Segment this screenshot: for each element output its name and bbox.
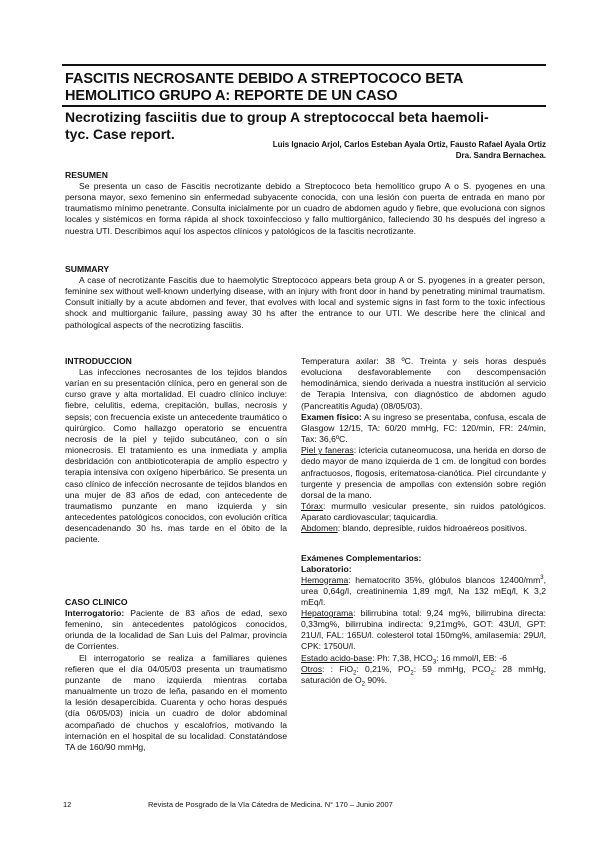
top-rule — [62, 64, 546, 66]
continued-paragraph: Temperatura axilar: 38 ºC. Treinta y seis horas después evoluciona desfavorablemente con descompensación hemodinámica, siendo derivada a nuestra institución al servicio de Terapia Intensiva, con diagnóstico de abdomen agudo (Pancreatitis Aguda) (08/05/03). — [301, 356, 546, 411]
laboratorio-label: Laboratorio: — [301, 563, 352, 574]
otros-subscript-4: 2 — [361, 681, 366, 688]
examen-fisico-text: A su ingreso se presentaba, confusa, escala de Glasgow 12/15, TA: 60/20 mmHg, FC: 120/min, FR: 24/min, Tax: 36,6ºC. — [301, 411, 547, 445]
examen-fisico-label: Examen físico: — [301, 411, 362, 422]
interrogatorio-text: Paciente de 83 años de edad, sexo femenino, sin antecedentes patológicos conocidos, oriunda de la localidad de San Luis del Palmar, provincia de Corrientes. — [65, 608, 287, 652]
right-column — [301, 356, 546, 686]
hemograma-paragraph — [301, 575, 546, 608]
introduccion-section — [65, 356, 287, 546]
article-subtitle — [65, 109, 545, 143]
resumen-section — [65, 170, 545, 237]
piel-label: Piel y faneras — [301, 445, 354, 456]
otros-text-5: 90%. — [365, 674, 387, 685]
summary-heading: SUMMARY — [65, 264, 110, 274]
journal-footer: Revista de Posgrado de la VIa Cátedra de Medicina. N° 170 – Junio 2007 — [148, 800, 393, 809]
hemograma-superscript: 3 — [540, 574, 544, 581]
column-spacer — [301, 535, 546, 553]
torax-text: : murmullo vesicular presente, sin ruidos patológicos. Aparato cardiovascular; taquicardia. — [301, 501, 546, 523]
introduccion-heading: INTRODUCCION — [65, 356, 132, 366]
title-line-1: FASCITIS NECROSANTE DEBIDO A STREPTOCOCO BETA — [65, 71, 464, 87]
torax-paragraph — [301, 501, 546, 523]
otros-subscript-2: 2 — [410, 670, 414, 677]
resumen-text: Se presenta un caso de Fascitis necrotizante debido a Streptococo beta hemolítico grupo A o S. pyogenes en una persona mayor, sexo femenino sin enfermedad subyacente conocida, con una lesión con puerta de entrada en mano por traumatismo mínimo penetrante. Consulta inicialmente por un cuadro de abdomen agudo y fiebre, que evoluciona con signos locales y sistémicos en forma rápida al shock toxoinfeccioso y fallo multiorgánico, falleciendo 30 hs después del ingreso a nuestra UTI. Describimos aquí los aspectos clínicos y patológicos de la fascitis necrotizante. — [65, 181, 545, 236]
acido-base-text-2: : 16 mmol/l, EB: -6 — [436, 652, 507, 663]
authors-line-1: Luis Ignacio Arjol, Carlos Esteban Ayala Ortiz, Fausto Rafael Ayala Ortiz — [272, 140, 546, 149]
article-title — [65, 71, 545, 105]
piel-paragraph — [301, 445, 546, 501]
hemograma-label: Hemograma — [301, 574, 349, 585]
otros-text-4: : 28 mmHg, saturación de O — [301, 663, 546, 685]
piel-text: : ictericia cutaneomucosa, una herida en dorso de dedo mayor de mano izquierda de 1 cm. de longitud con bordes anfractuosos, flogosis, eritematosa-cianótica. Piel circundante y turgente y presencia de ampollas con extensión sobre región dorsal de la mano. — [301, 445, 546, 500]
caso-clinico-heading: CASO CLINICO — [65, 597, 128, 607]
acido-base-paragraph — [301, 653, 546, 664]
acido-base-subscript: 3 — [432, 659, 437, 666]
interrogatorio-paragraph — [65, 608, 287, 653]
otros-text-2: : 0,21%, PO — [356, 663, 411, 674]
abdomen-paragraph — [301, 523, 546, 534]
examenes-heading: Exámenes Complementarios: — [301, 552, 422, 563]
otros-subscript-1: 2 — [353, 670, 357, 677]
hepatograma-text: : bilirrubina total: 9,24 mg%, bilirrubina directa: 0,33mg%, bilirrubina indirecta: 9,21mg%, GOT: 43U/l, GPT: 21U/l, FAL: 165U/l. colesterol total 150mg%, amilasemia: 29U/l, CPK: 1750U/l. — [301, 607, 546, 652]
author-list — [126, 140, 546, 161]
subtitle-line-1: Necrotizing fasciitis due to group A streptococcal beta haemoli- — [65, 109, 489, 125]
otros-subscript-3: 2 — [490, 670, 494, 677]
title-line-2: HEMOLITICO GRUPO A: REPORTE DE UN CASO — [65, 88, 398, 104]
title-rule — [62, 105, 546, 107]
abdomen-text: : blando, depresible, ruidos hidroaéreos positivos. — [337, 523, 527, 534]
hepatograma-label: Hepatograma — [301, 607, 354, 618]
torax-label: Tórax — [301, 501, 323, 512]
resumen-heading: RESUMEN — [65, 170, 108, 180]
hemograma-text-2: , urea 0,64g/l, creatininemia 1,89 mg/l, Na 132 mEq/l, K 3,2 mEq/l. — [301, 574, 546, 607]
interrogatorio-details: El interrogatorio se realiza a familiares quienes refieren que el día 04/05/03 presenta un traumatismo punzante de mano izquierda mientras cortaba manualmente un trozo de leña, pasando en el momento la lesión desapercibida. Cuarenta y ocho horas después (día 06/05/03) inicia un cuadro de dolor abdominal acompañado de chuchos y escalofríos, motivando la internación en el hospital de su localidad. Constatándose TA de 160/90 mmHg, — [65, 652, 287, 752]
summary-text: A case of necrotizante Fascitis due to haemolytic Streptococo appears beta group A or S. pyogenes in a greater person, feminine sex without well-known underlying disease, with an injury with front door in hand by penetrating minimal traumatism. Consult initially by a acute abdomen and fever, that evolves with local and systemic signs in fast form to the toxic infectious shock and multiorganic failure, passing away 30 hs after the entrance to our UTI. We describe here the clinical and pathological aspects of the necrotizing fasciitis. — [65, 275, 545, 330]
acido-base-text-1: : Ph: 7,38, HCO — [372, 652, 433, 663]
subtitle-line-2: tyc. Case report. — [65, 126, 175, 142]
hemograma-text-1: : hematocrito 35%, glóbulos blancos 12400/mm — [348, 574, 541, 585]
authors-line-2: Dra. Sandra Bernachea. — [455, 150, 546, 160]
abdomen-label: Abdomen — [301, 523, 338, 534]
page-number: 12 — [63, 800, 72, 809]
hepatograma-paragraph — [301, 608, 546, 653]
summary-section — [65, 264, 545, 331]
acido-base-label: Estado acido-base — [301, 652, 373, 663]
otros-text-3: : 59 mmHg, PCO — [413, 663, 491, 674]
otros-paragraph — [301, 664, 546, 686]
otros-text-1: : : FiO — [322, 663, 354, 674]
otros-label: Otros — [301, 663, 323, 674]
caso-clinico-section — [65, 597, 287, 753]
introduccion-text: Las infecciones necrosantes de los tejidos blandos varían en su presentación clínica, pero en general son de curso grave y alta mortalidad. El cuadro clínico incluye: fiebre, celulitis, edema, crepitación, bullas, necrosis y sepsis; con frecuencia existe un antecedente traumático o quirúrgico. Como hallazgo operatorio se encuentra necrosis de la piel y tejido subcutáneo, con o sin mionecrosis. El tratamiento es una inmediata y amplia desbridación con antibioticoterapia de amplio espectro y terapia intensiva con oxígeno hiperbárico. Se presenta un caso clínico de infección necrosante de tejidos blandos en una mujer de 83 años de edad, con antecedente de traumatismo punzante en mano izquierda y sin antecedentes patológicos conocidos, con evolución crítica desencadenando 30 hs. mas tarde en el óbito de la paciente. — [65, 367, 287, 545]
interrogatorio-label: Interrogatorio: — [65, 608, 125, 618]
examen-fisico-paragraph — [301, 412, 546, 445]
